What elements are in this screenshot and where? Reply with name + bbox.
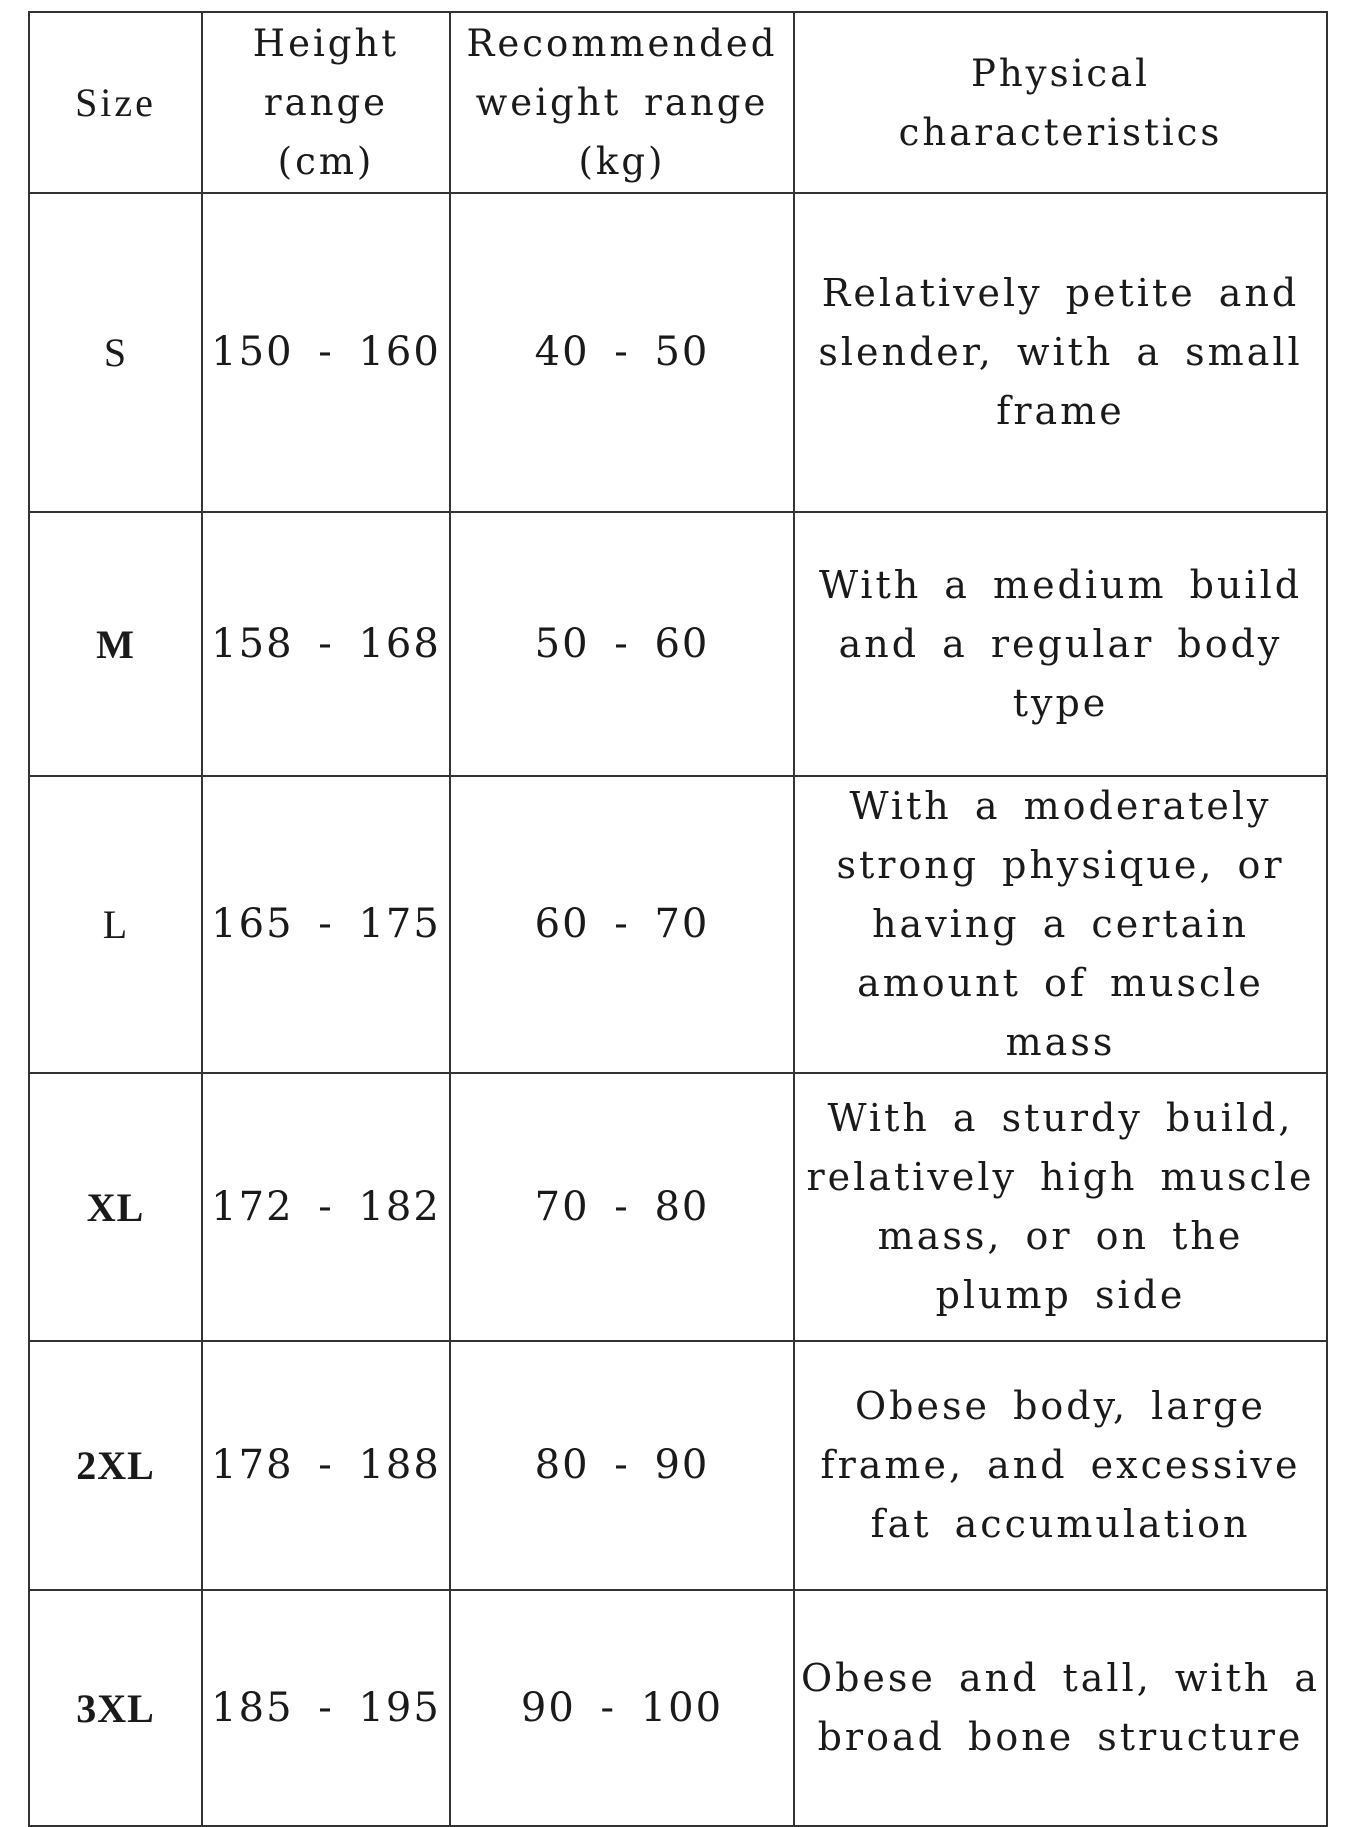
weight-range-cell: 60 - 70 [450,776,794,1073]
table-header-row [29,12,1327,193]
size-chart-table [28,11,1328,1827]
physical-characteristics-cell: With a sturdy build, relatively high muscle mass, or on the plump side [794,1073,1327,1341]
weight-range-cell: 40 - 50 [450,193,794,512]
header-physical-characteristics: Physical characteristics [794,12,1327,193]
physical-characteristics-cell: Relatively petite and slender, with a small frame [794,193,1327,512]
height-range-cell: 165 - 175 [202,776,450,1073]
size-cell: M [29,512,202,776]
height-range-cell: 185 - 195 [202,1590,450,1826]
table-row [29,1073,1327,1341]
size-cell: L [29,776,202,1073]
weight-range-cell: 90 - 100 [450,1590,794,1826]
weight-range-cell: 50 - 60 [450,512,794,776]
size-cell: 2XL [29,1341,202,1590]
table-row [29,1590,1327,1826]
header-height-range: Height range (cm) [202,12,450,193]
height-range-cell: 178 - 188 [202,1341,450,1590]
size-cell: S [29,193,202,512]
header-size: Size [29,12,202,193]
header-weight-range: Recommended weight range (kg) [450,12,794,193]
physical-characteristics-cell: Obese and tall, with a broad bone structure [794,1590,1327,1826]
table-row [29,512,1327,776]
table-row [29,193,1327,512]
weight-range-cell: 80 - 90 [450,1341,794,1590]
weight-range-cell: 70 - 80 [450,1073,794,1341]
height-range-cell: 158 - 168 [202,512,450,776]
size-cell: 3XL [29,1590,202,1826]
physical-characteristics-cell: With a medium build and a regular body type [794,512,1327,776]
physical-characteristics-cell: Obese body, large frame, and excessive fat accumulation [794,1341,1327,1590]
table-row [29,776,1327,1073]
size-cell: XL [29,1073,202,1341]
table-row [29,1341,1327,1590]
physical-characteristics-cell: With a moderately strong physique, or having a certain amount of muscle mass [794,776,1327,1073]
height-range-cell: 150 - 160 [202,193,450,512]
height-range-cell: 172 - 182 [202,1073,450,1341]
